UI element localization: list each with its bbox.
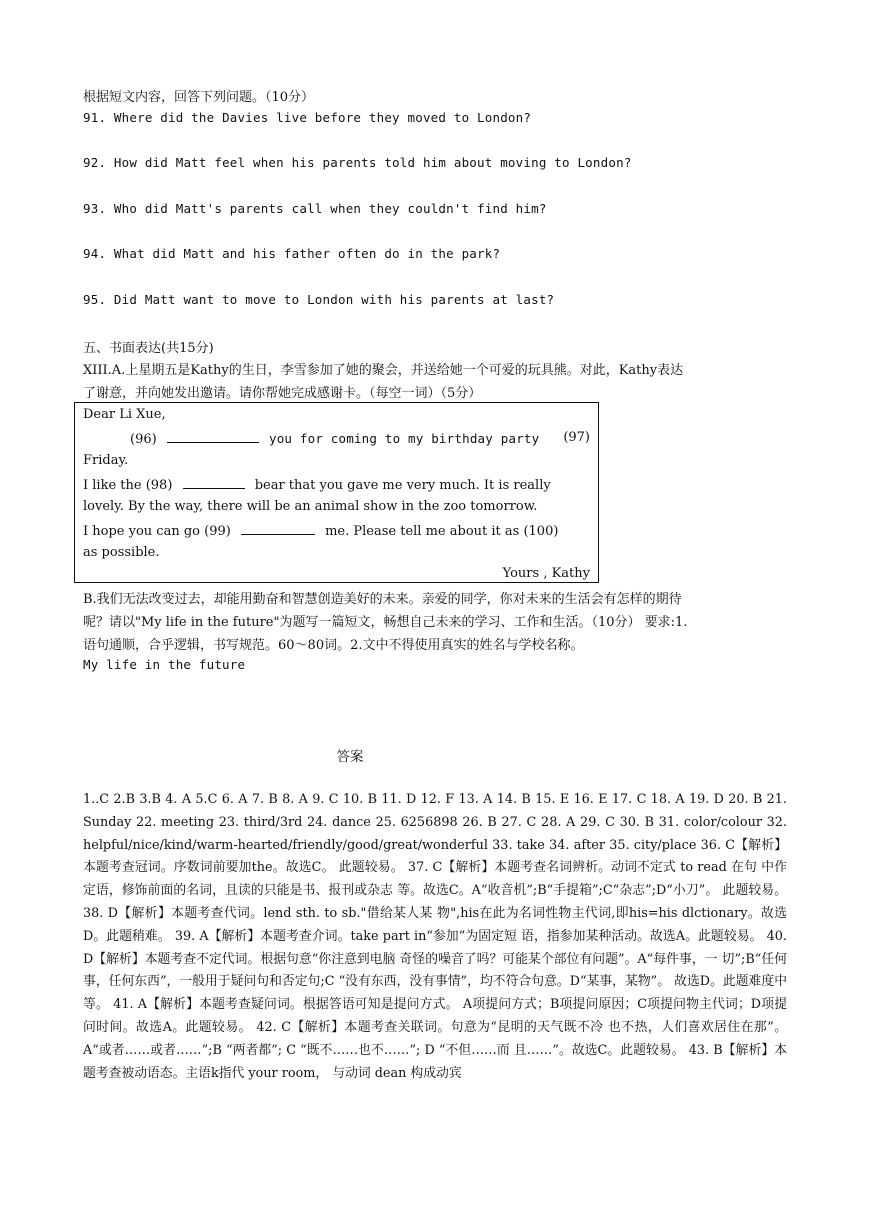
answers-body: 1..C 2.B 3.B 4. A 5.C 6. A 7. B 8. A 9. C 10. B 11. D 12. F 13. A 14. B 15. E 16. E 17. C 18. A 19. D 20. B 21. Sunday 22. meeting 23. third/3rd 24. dance 25. 6256898 26. B 27. C 28. A 29. C 30. B 31. color/colour 32. helpful/nice/kind/warm-hearted/friendly/good/great/wonderful 33. take 34. after 35. city/place 36. C【解析】本题考查冠词。序数词前要加the。故选C。 此题较易。 37. C【解析】本题考查名词辨析。动词不定式 to read 在句 中作定语，修饰前面的名词，且读的只能是书、报刊或杂志 等。故选C。A“收音机”;B“手提箱”;C“杂志”;D“小刀”。 此题较易。 38. D【解析】本题考查代词。lend sth. to sb."借给某人某 物",his在此为名词性物主代词,即his=his dlctionary。故选D。此题稍难。 39. A【解析】本题考查介词。take part in“参加”为固定短 语，指参加某种活动。故选A。此题较易。 40. D【解析】本题考查不定代词。根据句意“你注意到电脑 奇怪的噪音了吗？可能某个部位有问题”。A“每件事，一 切”;B“任何事，任何东西”，一般用于疑问句和否定句;C “没有东西，没有事情”，均不符合句意。D“某事，某物”。 故选D。此题难度中等。 41. A【解析】本题考查疑问词。根据答语可知是提问方式。 A项提问方式；B项提问原因；C项提问物主代词；D项提 问时间。故选A。此题较易。 42. C【解析】本题考查关联词。句意为“昆明的天气既不冷 也不热，人们喜欢居住在那”。A“或者……或者……”;B “两者都”; C “既不……也不……”; D “不但……而 且……”。故选C。此题较易。 43. B【解析】本题考查被动语态。主语k指代 your room， 与动词 dean 构成动宾 [83, 792, 787, 1081]
question-text: Who did Matt's parents call when they couldn't find him? [113, 201, 547, 216]
card-signoff: Yours , Kathy [502, 566, 590, 581]
card-line-96 [130, 430, 590, 447]
question-95 [83, 292, 789, 307]
writing-heading: 五、书面表达(共15分) [83, 341, 214, 356]
question-number: 92. [83, 155, 107, 170]
essay-title: My life in the future [83, 657, 246, 672]
answers-heading: 答案 [336, 749, 364, 765]
question-94 [83, 246, 789, 261]
question-number: 93. [83, 201, 107, 216]
thank-you-card [74, 402, 599, 583]
blank-98[interactable] [183, 476, 245, 489]
section-intro: 根据短文内容，回答下列问题。（10分） [83, 90, 315, 105]
question-text: Where did the Davies live before they moved to London? [113, 110, 532, 125]
card-friday: Friday. [83, 453, 129, 468]
task-b-line-2: 呢？请以"My life in the future"为题写一篇短文，畅想自己未来的学习、工作和生活。（10分） 要求:1. [83, 615, 688, 630]
question-93 [83, 201, 789, 216]
card-text-96: you for coming to my birthday party [268, 431, 540, 446]
card-like-pre: I like the [83, 478, 142, 493]
card-like-post: bear that you gave me very much. It is really [254, 478, 551, 493]
task-a-line-2: 了谢意，并向她发出邀请。请你帮她完成感谢卡。（每空一词）（5分） [83, 386, 482, 401]
question-91 [83, 110, 789, 125]
card-as-possible: as possible. [83, 545, 160, 560]
blank-96[interactable] [167, 430, 259, 443]
blank-number-97: (97) [563, 430, 590, 445]
blank-number-96: (96) [130, 432, 157, 447]
question-text: Did Matt want to move to London with his parents at last? [113, 292, 555, 307]
card-hope-post: me. Please tell me about it as [325, 524, 520, 539]
blank-99[interactable] [241, 522, 315, 535]
task-b-line-1: B.我们无法改变过去，却能用勤奋和智慧创造美好的未来。亲爱的同学，你对未来的生活会有怎样的期待 [83, 592, 682, 607]
blank-number-99: (99) [204, 524, 231, 539]
task-a-line-1: XIII.A.上星期五是Kathy的生日，李雪参加了她的聚会，并送给她一个可爱的玩具熊。对此，Kathy表达 [83, 363, 684, 378]
task-b-line-3: 语句通顺，合乎逻辑，书写规范。60～80词。2.文中不得使用真实的姓名与学校名称。 [83, 638, 584, 653]
card-line-99 [83, 522, 590, 539]
card-line-98 [83, 476, 590, 493]
question-number: 94. [83, 246, 107, 261]
question-number: 95. [83, 292, 107, 307]
blank-number-100: (100) [523, 524, 559, 539]
question-text: What did Matt and his father often do in the park? [113, 246, 501, 261]
blank-number-98: (98) [145, 478, 173, 493]
question-92 [83, 155, 789, 170]
card-hope-pre: I hope you can go [83, 524, 200, 539]
card-lovely: lovely. By the way, there will be an animal show in the zoo tomorrow. [83, 499, 538, 514]
card-greeting: Dear Li Xue, [83, 407, 166, 422]
question-text: How did Matt feel when his parents told him about moving to London? [113, 155, 632, 170]
question-number: 91. [83, 110, 107, 125]
